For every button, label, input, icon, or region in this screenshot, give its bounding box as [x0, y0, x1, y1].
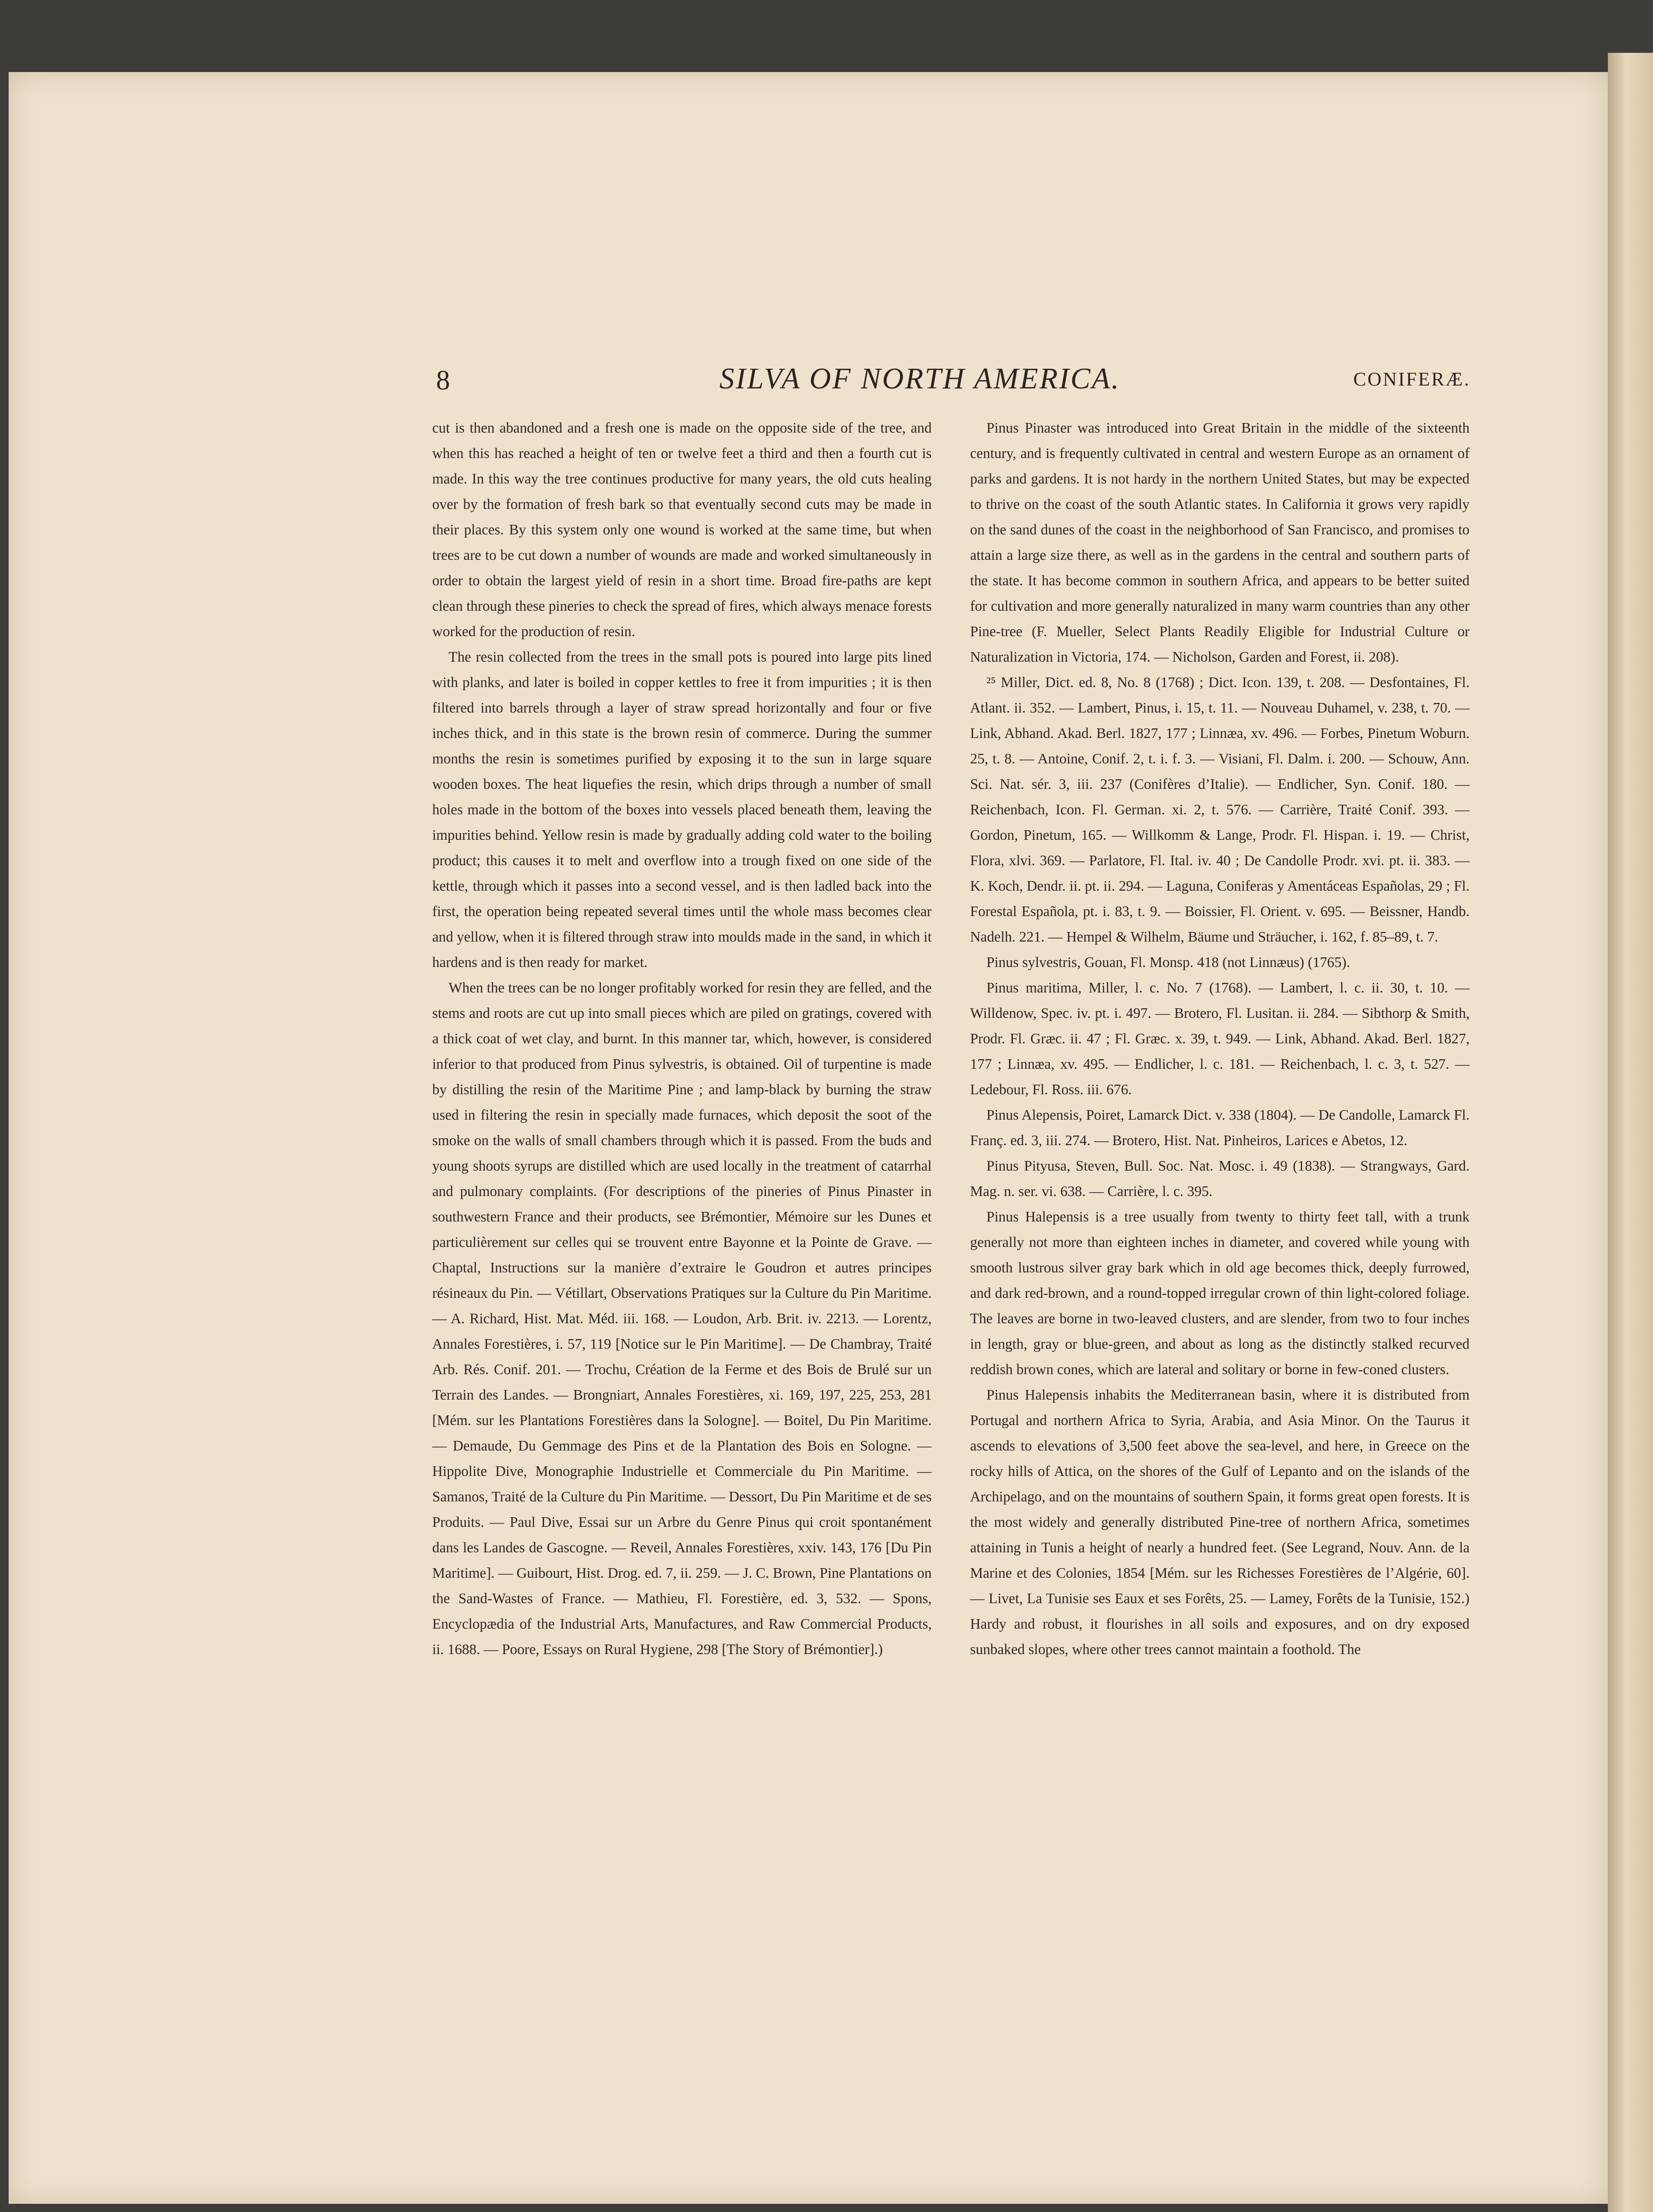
- paragraph: cut is then abandoned and a fresh one is made on the opposite side of the tree, and when this has reached a height of ten or twelve feet a third and then a fourth cut is made. In this way the tree continues productive for many years, the old cuts healing over by the formation of fresh bark so that eventually second cuts may be made in their places. By this system only one wound is worked at the same time, but when trees are to be cut down a number of wounds are made and worked simultaneously in order to obtain the largest yield of resin in a short time. Broad fire-paths are kept clean through these pineries to check the spread of fires, which always menace forests worked for the production of resin.: [432, 420, 932, 640]
- paragraph: When the trees can be no longer profitably worked for resin they are felled, and the stems and roots are cut up into small pieces which are piled on gratings, covered with a thick coat of wet clay, and burnt. In this manner tar, which, however, is considered inferior to that produced from Pinus sylvestris, is obtained. Oil of turpentine is made by distilling the resin of the Maritime Pine ; and lamp-black by burning the straw used in filtering the resin in specially made furnaces, which deposit the soot of the smoke on the walls of small chambers through which it is passed. From the buds and young shoots syrups are distilled which are used locally in the treatment of catarrhal and pulmonary complaints. (For descriptions of the pineries of Pinus Pinaster in southwestern France and their products, see Brémontier, Mémoire sur les Dunes et particulièrement sur celles qui se trouvent entre Bayonne et la Pointe de Grave. — Chaptal, Instructions sur la manière d’extraire le Goudron et autres principes résineaux du Pin. — Vétillart, Observations Pratiques sur la Culture du Pin Maritime. — A. Richard, Hist. Mat. Méd. iii. 168. — Loudon, Arb. Brit. iv. 2213. — Lorentz, Annales Forestières, i. 57, 119 [Notice sur le Pin Maritime]. — De Chambray, Traité Arb. Rés. Conif. 201. — Trochu, Création de la Ferme et des Bois de Brulé sur un Terrain des Landes. — Brongniart, Annales Forestières, xi. 169, 197, 225, 253, 281 [Mém. sur les Plantations Forestières dans la Sologne]. — Boitel, Du Pin Maritime. — Demaude, Du Gemmage des Pins et de la Plantation des Bois en Sologne. — Hippolite Dive, Monographie Industrielle et Commerciale du Pin Maritime. — Samanos, Traité de la Culture du Pin Maritime. — Dessort, Du Pin Maritime et de ses Produits. — Paul Dive, Essai sur un Arbre du Genre Pinus qui croit spontanément dans les Landes de Gascogne. — Reveil, Annales Forestières, xxiv. 143, 176 [Du Pin Maritime]. — Guibourt, Hist. Drog. ed. 7, ii. 259. — J. C. Brown, Pine Plantations on the Sand-Wastes of France. — Mathieu, Fl. Forestière, ed. 3, 532. — Spons, Encyclopædia of the Industrial Arts, Manufactures, and Raw Commercial Products, ii. 1688. — Poore, Essays on Rural Hygiene, 298 [The Story of Brémontier].): [432, 979, 932, 1657]
- paragraph: Pinus Halepensis is a tree usually from twenty to thirty feet tall, with a trunk generally not more than eighteen inches in diameter, and covered while young with smooth lustrous silver gray bark which in old age becomes thick, deeply furrowed, and dark red-brown, and a round-topped irregular crown of thin light-colored foliage. The leaves are borne in two-leaved clusters, and are slender, from two to four inches in length, gray or blue-green, and about as long as the distinctly stalked recurved reddish brown cones, which are lateral and solitary or borne in few-coned clusters.: [970, 1209, 1470, 1378]
- synonym-entry: Pinus maritima, Miller, l. c. No. 7 (1768). — Lambert, l. c. ii. 30, t. 10. — Willdenow, Spec. iv. pt. i. 497. — Brotero, Fl. Lusitan. ii. 284. — Sibthorp & Smith, Prodr. Fl. Græc. ii. 47 ; Fl. Græc. x. 39, t. 949. — Link, Abhand. Akad. Berl. 1827, 177 ; Linnæa, xv. 495. — Endlicher, l. c. 181. — Reichenbach, l. c. 3, t. 527. — Ledebour, Fl. Ross. iii. 676.: [970, 979, 1470, 1098]
- right-column: [970, 415, 1470, 1662]
- footnote-synonymy: ²⁵ Miller, Dict. ed. 8, No. 8 (1768) ; Dict. Icon. 139, t. 208. — Desfontaines, Fl. Atlant. ii. 352. — Lambert, Pinus, i. 15, t. 11. — Nouveau Duhamel, v. 238, t. 70. — Link, Abhand. Akad. Berl. 1827, 177 ; Linnæa, xv. 496. — Forbes, Pinetum Woburn. 25, t. 8. — Antoine, Conif. 2, t. i. f. 3. — Visiani, Fl. Dalm. i. 200. — Schouw, Ann. Sci. Nat. sér. 3, iii. 237 (Conifères d’Italie). — Endlicher, Syn. Conif. 180. — Reichenbach, Icon. Fl. German. xi. 2, t. 576. — Carrière, Traité Conif. 393. — Gordon, Pinetum, 165. — Willkomm & Lange, Prodr. Fl. Hispan. i. 19. — Christ, Flora, xlvi. 369. — Parlatore, Fl. Ital. iv. 40 ; De Candolle Prodr. xvi. pt. ii. 383. — K. Koch, Dendr. ii. pt. ii. 294. — Laguna, Coniferas y Amentáceas Españolas, 29 ; Fl. Forestal Española, pt. i. 83, t. 9. — Boissier, Fl. Orient. v. 695. — Beissner, Handb. Nadelh. 221. — Hempel & Wilhelm, Bäume und Sträucher, i. 162, f. 85–89, t. 7.: [970, 674, 1470, 945]
- section-name: CONIFERÆ.: [1353, 368, 1471, 390]
- page-number: 8: [436, 364, 450, 396]
- left-column: [432, 415, 932, 1662]
- book-page: [9, 72, 1608, 2204]
- synonym-entry: Pinus Pityusa, Steven, Bull. Soc. Nat. Mosc. i. 49 (1838). — Strangways, Gard. Mag. n. ser. vi. 638. — Carrière, l. c. 395.: [970, 1158, 1470, 1199]
- paragraph: Pinus Halepensis inhabits the Mediterranean basin, where it is distributed from Portugal and northern Africa to Syria, Arabia, and Asia Minor. On the Taurus it ascends to elevations of 3,500 feet above the sea-level, and here, in Greece on the rocky hills of Attica, on the shores of the Gulf of Lepanto and on the islands of the Archipelago, and on the mountains of southern Spain, it forms great open forests. It is the most widely and generally distributed Pine-tree of northern Africa, sometimes attaining in Tunis a height of nearly a hundred feet. (See Legrand, Nouv. Ann. de la Marine et des Colonies, 1854 [Mém. sur les Richesses Forestières de l’Algérie, 60]. — Livet, La Tunisie ses Eaux et ses Forêts, 25. — Lamey, Forêts de la Tunisie, 152.) Hardy and robust, it flourishes in all soils and exposures, and on dry exposed sunbaked slopes, where other trees cannot maintain a foothold. The: [970, 1387, 1470, 1657]
- running-title: SILVA OF NORTH AMERICA.: [719, 363, 1120, 395]
- synonym-entry: Pinus Alepensis, Poiret, Lamarck Dict. v. 338 (1804). — De Candolle, Lamarck Fl. Franç. ed. 3, iii. 274. — Brotero, Hist. Nat. Pinheiros, Larices e Abetos, 12.: [970, 1107, 1470, 1148]
- adjacent-page-edge: [1608, 53, 1653, 2212]
- page-header: [9, 364, 1608, 402]
- synonym-entry: Pinus sylvestris, Gouan, Fl. Monsp. 418 (not Linnæus) (1765).: [986, 954, 1350, 970]
- paragraph: Pinus Pinaster was introduced into Great Britain in the middle of the sixteenth century, and is frequently cultivated in central and western Europe as an ornament of parks and gardens. It is not hardy in the northern United States, but may be expected to thrive on the coast of the south Atlantic states. In California it grows very rapidly on the sand dunes of the coast in the neighborhood of San Francisco, and promises to attain a large size there, as well as in the gardens in the central and southern parts of the state. It has become common in southern Africa, and appears to be better suited for cultivation and more generally naturalized in many warm countries than any other Pine-tree (F. Mueller, Select Plants Readily Eligible for Industrial Culture or Naturalization in Victoria, 174. — Nicholson, Garden and Forest, ii. 208).: [970, 420, 1470, 665]
- paragraph: The resin collected from the trees in the small pots is poured into large pits lined with planks, and later is boiled in copper kettles to free it from impurities ; it is then filtered into barrels through a layer of straw spread horizontally and four or five inches thick, and in this state is the brown resin of commerce. During the summer months the resin is sometimes purified by exposing it to the sun in large square wooden boxes. The heat liquefies the resin, which drips through a number of small holes made in the bottom of the boxes into vessels placed beneath them, leaving the impurities behind. Yellow resin is made by gradually adding cold water to the boiling product; this causes it to melt and overflow into a trough fixed on one side of the kettle, through which it passes into a second vessel, and is then ladled back into the first, the operation being repeated several times until the whole mass becomes clear and yellow, when it is filtered through straw into moulds made in the sand, in which it hardens and is then ready for market.: [432, 649, 932, 970]
